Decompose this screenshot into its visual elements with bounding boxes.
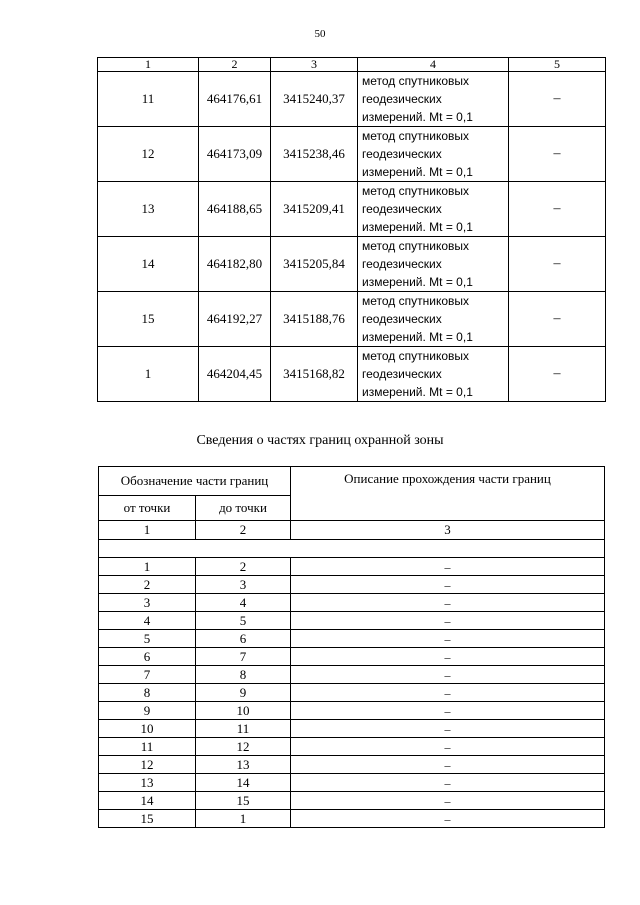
table-row bbox=[98, 292, 606, 347]
method-cell bbox=[358, 237, 509, 292]
column-number-cell: 1 bbox=[98, 58, 199, 72]
to-point-cell: 5 bbox=[196, 612, 291, 630]
to-point-cell: 3 bbox=[196, 576, 291, 594]
to-point-cell: 6 bbox=[196, 630, 291, 648]
method-cell bbox=[358, 292, 509, 347]
table-row bbox=[99, 702, 605, 720]
table-row bbox=[99, 810, 605, 828]
from-point-cell: 2 bbox=[99, 576, 196, 594]
x-coordinate-cell: 464192,27 bbox=[199, 292, 271, 347]
table-row bbox=[99, 576, 605, 594]
method-line: метод спутниковых bbox=[362, 294, 470, 308]
table-row bbox=[98, 127, 606, 182]
description-cell: – bbox=[291, 576, 605, 594]
table-row bbox=[99, 612, 605, 630]
to-point-cell: 10 bbox=[196, 702, 291, 720]
method-line: геодезических bbox=[362, 312, 442, 326]
table-row bbox=[99, 684, 605, 702]
description-cell: – bbox=[291, 612, 605, 630]
point-cell: 12 bbox=[98, 127, 199, 182]
method-cell bbox=[358, 127, 509, 182]
table-row bbox=[99, 720, 605, 738]
description-cell: – bbox=[291, 738, 605, 756]
from-point-cell: 13 bbox=[99, 774, 196, 792]
parts-header-row bbox=[99, 467, 605, 496]
blank-cell bbox=[99, 540, 605, 558]
from-point-cell: 1 bbox=[99, 558, 196, 576]
method-line: геодезических bbox=[362, 202, 442, 216]
method-line: измерений. Mt = 0,1 bbox=[362, 220, 473, 234]
column-number-cell: 3 bbox=[271, 58, 358, 72]
from-point-cell: 8 bbox=[99, 684, 196, 702]
to-point-cell: 1 bbox=[196, 810, 291, 828]
point-cell: 11 bbox=[98, 72, 199, 127]
to-point-cell: 15 bbox=[196, 792, 291, 810]
point-cell: 13 bbox=[98, 182, 199, 237]
parts-numbering-row bbox=[99, 521, 605, 540]
method-cell bbox=[358, 72, 509, 127]
from-point-header: от точки bbox=[99, 496, 196, 521]
method-cell bbox=[358, 182, 509, 237]
table-row bbox=[99, 774, 605, 792]
description-cell: – bbox=[291, 792, 605, 810]
page-number: 50 bbox=[314, 28, 326, 40]
column-number-cell: 3 bbox=[291, 521, 605, 540]
to-point-cell: 9 bbox=[196, 684, 291, 702]
method-line: метод спутниковых bbox=[362, 129, 470, 143]
method-line: измерений. Mt = 0,1 bbox=[362, 165, 473, 179]
from-point-cell: 15 bbox=[99, 810, 196, 828]
method-line: метод спутниковых bbox=[362, 184, 470, 198]
x-coordinate-cell: 464182,80 bbox=[199, 237, 271, 292]
note-cell: – bbox=[509, 237, 606, 292]
method-cell bbox=[358, 347, 509, 402]
to-point-header: до точки bbox=[196, 496, 291, 521]
method-line: метод спутниковых bbox=[362, 349, 470, 363]
from-point-cell: 9 bbox=[99, 702, 196, 720]
point-cell: 14 bbox=[98, 237, 199, 292]
description-cell: – bbox=[291, 684, 605, 702]
coordinates-table bbox=[97, 57, 606, 402]
method-line: измерений. Mt = 0,1 bbox=[362, 330, 473, 344]
to-point-cell: 14 bbox=[196, 774, 291, 792]
section-title: Сведения о частях границ охранной зоны bbox=[196, 433, 444, 448]
note-cell: – bbox=[509, 347, 606, 402]
point-cell: 1 bbox=[98, 347, 199, 402]
description-cell: – bbox=[291, 756, 605, 774]
y-coordinate-cell: 3415168,82 bbox=[271, 347, 358, 402]
description-header: Описание прохождения части границ bbox=[291, 467, 605, 521]
from-point-cell: 3 bbox=[99, 594, 196, 612]
point-cell: 15 bbox=[98, 292, 199, 347]
description-cell: – bbox=[291, 774, 605, 792]
to-point-cell: 8 bbox=[196, 666, 291, 684]
table-row bbox=[99, 630, 605, 648]
blank-row bbox=[99, 540, 605, 558]
from-point-cell: 7 bbox=[99, 666, 196, 684]
table-row bbox=[99, 666, 605, 684]
to-point-cell: 7 bbox=[196, 648, 291, 666]
description-cell: – bbox=[291, 720, 605, 738]
coordinates-header-row bbox=[98, 58, 606, 72]
table-row bbox=[99, 738, 605, 756]
boundary-designation-header: Обозначение части границ bbox=[99, 467, 291, 496]
column-number-cell: 4 bbox=[358, 58, 509, 72]
to-point-cell: 4 bbox=[196, 594, 291, 612]
y-coordinate-cell: 3415205,84 bbox=[271, 237, 358, 292]
method-line: геодезических bbox=[362, 367, 442, 381]
method-line: метод спутниковых bbox=[362, 239, 470, 253]
column-number-cell: 2 bbox=[196, 521, 291, 540]
table-row bbox=[99, 756, 605, 774]
from-point-cell: 10 bbox=[99, 720, 196, 738]
description-cell: – bbox=[291, 630, 605, 648]
description-cell: – bbox=[291, 810, 605, 828]
description-cell: – bbox=[291, 666, 605, 684]
y-coordinate-cell: 3415209,41 bbox=[271, 182, 358, 237]
description-cell: – bbox=[291, 594, 605, 612]
boundary-parts-table bbox=[98, 466, 605, 828]
table-row bbox=[99, 594, 605, 612]
column-number-cell: 5 bbox=[509, 58, 606, 72]
from-point-cell: 6 bbox=[99, 648, 196, 666]
description-cell: – bbox=[291, 558, 605, 576]
table-row bbox=[98, 347, 606, 402]
from-point-cell: 5 bbox=[99, 630, 196, 648]
to-point-cell: 13 bbox=[196, 756, 291, 774]
from-point-cell: 4 bbox=[99, 612, 196, 630]
table-row bbox=[98, 237, 606, 292]
method-line: измерений. Mt = 0,1 bbox=[362, 385, 473, 399]
method-line: геодезических bbox=[362, 257, 442, 271]
method-line: геодезических bbox=[362, 92, 442, 106]
table-row bbox=[99, 792, 605, 810]
x-coordinate-cell: 464176,61 bbox=[199, 72, 271, 127]
table-row bbox=[98, 72, 606, 127]
note-cell: – bbox=[509, 72, 606, 127]
description-cell: – bbox=[291, 702, 605, 720]
to-point-cell: 11 bbox=[196, 720, 291, 738]
table-row bbox=[98, 182, 606, 237]
method-line: измерений. Mt = 0,1 bbox=[362, 110, 473, 124]
y-coordinate-cell: 3415188,76 bbox=[271, 292, 358, 347]
column-number-cell: 2 bbox=[199, 58, 271, 72]
y-coordinate-cell: 3415240,37 bbox=[271, 72, 358, 127]
description-cell: – bbox=[291, 648, 605, 666]
column-number-cell: 1 bbox=[99, 521, 196, 540]
to-point-cell: 12 bbox=[196, 738, 291, 756]
x-coordinate-cell: 464204,45 bbox=[199, 347, 271, 402]
table-row bbox=[99, 558, 605, 576]
from-point-cell: 12 bbox=[99, 756, 196, 774]
y-coordinate-cell: 3415238,46 bbox=[271, 127, 358, 182]
note-cell: – bbox=[509, 292, 606, 347]
to-point-cell: 2 bbox=[196, 558, 291, 576]
method-line: измерений. Mt = 0,1 bbox=[362, 275, 473, 289]
note-cell: – bbox=[509, 182, 606, 237]
parts-body bbox=[99, 558, 605, 828]
from-point-cell: 11 bbox=[99, 738, 196, 756]
method-line: метод спутниковых bbox=[362, 74, 470, 88]
method-line: геодезических bbox=[362, 147, 442, 161]
from-point-cell: 14 bbox=[99, 792, 196, 810]
x-coordinate-cell: 464173,09 bbox=[199, 127, 271, 182]
note-cell: – bbox=[509, 127, 606, 182]
x-coordinate-cell: 464188,65 bbox=[199, 182, 271, 237]
table-row bbox=[99, 648, 605, 666]
